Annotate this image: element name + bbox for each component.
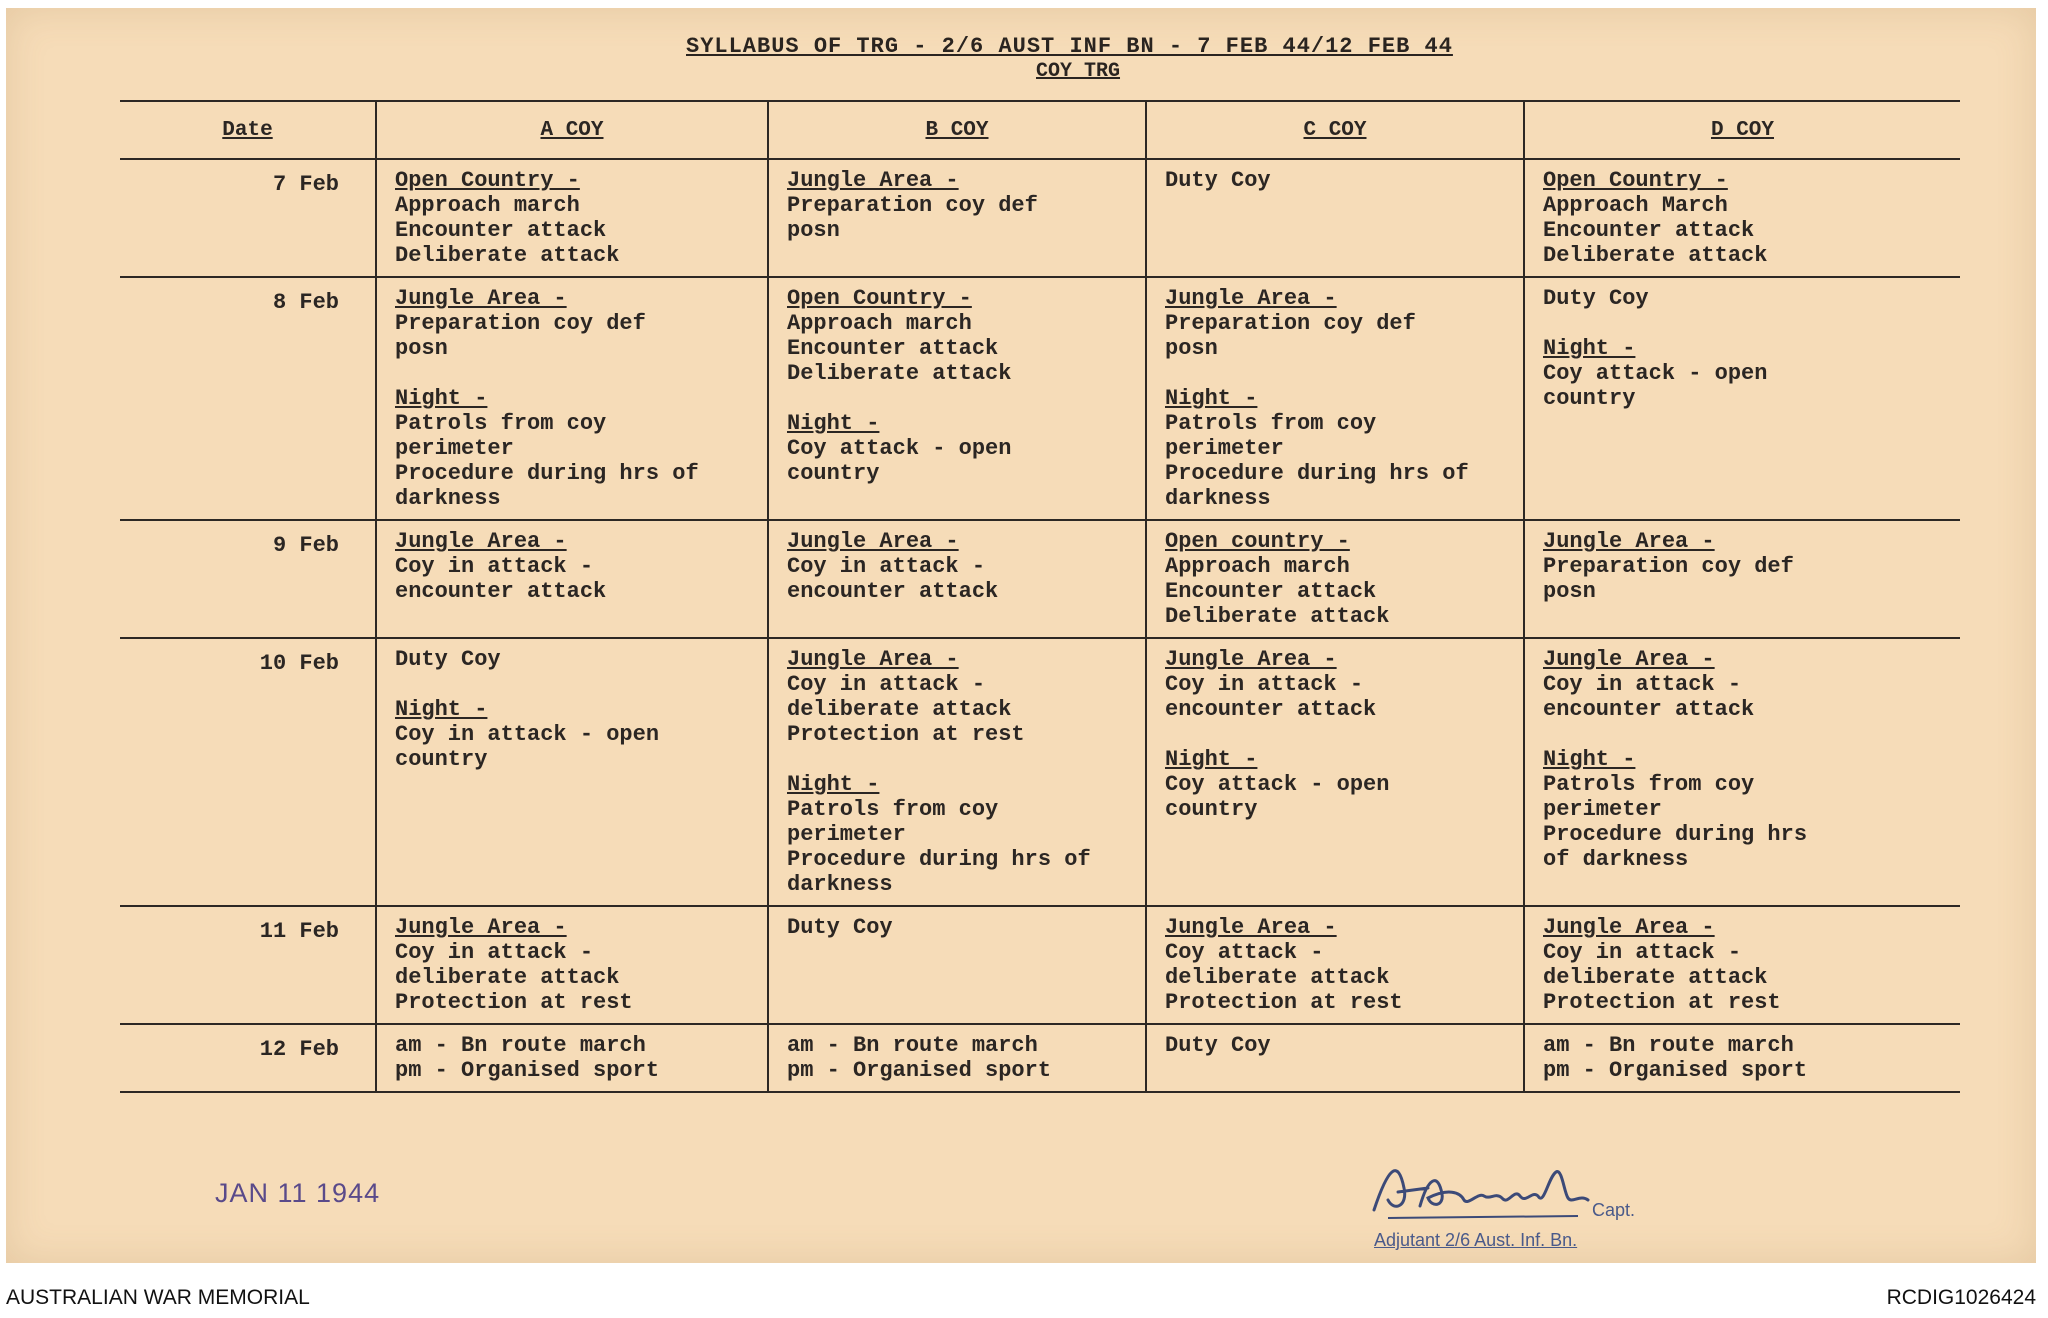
cell-c-coy bbox=[1146, 638, 1524, 906]
table-body bbox=[120, 159, 1960, 1092]
activity-line: Preparation coy def bbox=[1165, 311, 1416, 336]
cell-a-coy bbox=[376, 277, 768, 520]
activity-heading: Open Country - bbox=[1543, 168, 1728, 193]
activity-line: Coy in attack - bbox=[787, 672, 986, 697]
activity-line: darkness bbox=[395, 486, 501, 511]
activity-heading: Jungle Area - bbox=[1165, 647, 1337, 672]
activity-line: of darkness bbox=[1543, 847, 1689, 872]
date-stamp: JAN 11 1944 bbox=[215, 1178, 381, 1208]
activity-heading: Open country - bbox=[1165, 529, 1350, 554]
activity-line: Patrols from coy bbox=[1165, 411, 1377, 436]
activity-heading: Night - bbox=[1543, 336, 1636, 361]
cell-c-coy bbox=[1146, 159, 1524, 277]
document-title: SYLLABUS OF TRG - 2/6 AUST INF BN - 7 FEB 44/12 FEB 44 bbox=[686, 34, 1453, 59]
activity-heading: Night - bbox=[395, 386, 488, 411]
activity-heading: Open Country - bbox=[787, 286, 972, 311]
activity-heading: Jungle Area - bbox=[1165, 915, 1337, 940]
header-c-coy: C COY bbox=[1146, 101, 1524, 159]
activity-heading: Jungle Area - bbox=[395, 915, 567, 940]
activity-line: Coy in attack - bbox=[395, 554, 594, 579]
cell-spacer bbox=[1165, 361, 1509, 386]
activity-line: am - Bn route march bbox=[787, 1033, 1038, 1058]
activity-line: perimeter bbox=[395, 436, 514, 461]
activity-line: Deliberate attack bbox=[1543, 243, 1768, 268]
cell-d-coy bbox=[1524, 277, 1960, 520]
activity-line: perimeter bbox=[787, 822, 906, 847]
header-d-coy: D COY bbox=[1524, 101, 1960, 159]
signature-rank: Capt. bbox=[1592, 1200, 1636, 1220]
cell-spacer bbox=[1543, 722, 1946, 747]
activity-line: deliberate attack bbox=[787, 697, 1012, 722]
cell-b-coy bbox=[768, 277, 1146, 520]
cell-c-coy bbox=[1146, 520, 1524, 638]
activity-line: Patrols from coy bbox=[787, 797, 999, 822]
activity-line: Deliberate attack bbox=[1165, 604, 1390, 629]
activity-line: Coy in attack - bbox=[1543, 940, 1742, 965]
cell-spacer bbox=[1165, 722, 1509, 747]
row-date: 7 Feb bbox=[120, 159, 376, 277]
cell-spacer bbox=[787, 386, 1131, 411]
activity-line: country bbox=[787, 461, 880, 486]
activity-line: Coy attack - bbox=[1165, 940, 1324, 965]
activity-line: Approach March bbox=[1543, 193, 1728, 218]
activity-heading: Jungle Area - bbox=[1543, 915, 1715, 940]
cell-a-coy bbox=[376, 906, 768, 1024]
activity-line: country bbox=[1165, 797, 1258, 822]
cell-spacer bbox=[395, 361, 753, 386]
row-date: 10 Feb bbox=[120, 638, 376, 906]
cell-a-coy bbox=[376, 1024, 768, 1092]
activity-line: Duty Coy bbox=[1165, 168, 1271, 193]
activity-line: Approach march bbox=[1165, 554, 1350, 579]
activity-line: Protection at rest bbox=[395, 990, 633, 1015]
activity-line: Duty Coy bbox=[1543, 286, 1649, 311]
cell-c-coy bbox=[1146, 1024, 1524, 1092]
activity-line: pm - Organised sport bbox=[395, 1058, 660, 1083]
activity-line: Approach march bbox=[395, 193, 580, 218]
row-date: 11 Feb bbox=[120, 906, 376, 1024]
activity-line: Procedure during hrs of bbox=[1165, 461, 1469, 486]
row-date: 9 Feb bbox=[120, 520, 376, 638]
training-syllabus-table bbox=[120, 100, 1960, 1093]
handwritten-signature bbox=[1368, 1148, 1608, 1228]
activity-line: Protection at rest bbox=[1165, 990, 1403, 1015]
activity-heading: Night - bbox=[1165, 386, 1258, 411]
activity-line: posn bbox=[395, 336, 448, 361]
activity-line: am - Bn route march bbox=[395, 1033, 646, 1058]
cell-a-coy bbox=[376, 159, 768, 277]
activity-heading: Jungle Area - bbox=[395, 529, 567, 554]
activity-line: encounter attack bbox=[1165, 697, 1377, 722]
activity-line: encounter attack bbox=[395, 579, 607, 604]
activity-line: posn bbox=[1165, 336, 1218, 361]
activity-line: Encounter attack bbox=[395, 218, 607, 243]
activity-line: Patrols from coy bbox=[395, 411, 607, 436]
activity-heading: Jungle Area - bbox=[787, 168, 959, 193]
table-row bbox=[120, 520, 1960, 638]
activity-line: am - Bn route march bbox=[1543, 1033, 1794, 1058]
activity-heading: Jungle Area - bbox=[1543, 647, 1715, 672]
activity-heading: Night - bbox=[395, 697, 488, 722]
activity-line: Coy in attack - bbox=[787, 554, 986, 579]
cell-spacer bbox=[787, 747, 1131, 772]
activity-line: Encounter attack bbox=[787, 336, 999, 361]
cell-b-coy bbox=[768, 1024, 1146, 1092]
table-row bbox=[120, 159, 1960, 277]
activity-line: Approach march bbox=[787, 311, 972, 336]
cell-d-coy bbox=[1524, 906, 1960, 1024]
row-date: 8 Feb bbox=[120, 277, 376, 520]
header-date: Date bbox=[120, 101, 376, 159]
cell-c-coy bbox=[1146, 906, 1524, 1024]
activity-line: Procedure during hrs of bbox=[787, 847, 1091, 872]
activity-line: Encounter attack bbox=[1165, 579, 1377, 604]
activity-line: Protection at rest bbox=[787, 722, 1025, 747]
activity-line: posn bbox=[787, 218, 840, 243]
activity-heading: Night - bbox=[1543, 747, 1636, 772]
activity-line: country bbox=[395, 747, 488, 772]
activity-heading: Jungle Area - bbox=[1165, 286, 1337, 311]
activity-line: encounter attack bbox=[787, 579, 999, 604]
activity-heading: Open Country - bbox=[395, 168, 580, 193]
cell-spacer bbox=[395, 672, 753, 697]
cell-c-coy bbox=[1146, 277, 1524, 520]
cell-b-coy bbox=[768, 520, 1146, 638]
activity-line: deliberate attack bbox=[1165, 965, 1390, 990]
cell-b-coy bbox=[768, 906, 1146, 1024]
cell-d-coy bbox=[1524, 638, 1960, 906]
activity-heading: Night - bbox=[787, 411, 880, 436]
cell-d-coy bbox=[1524, 159, 1960, 277]
activity-line: Duty Coy bbox=[1165, 1033, 1271, 1058]
header-a-coy: A COY bbox=[376, 101, 768, 159]
activity-line: Procedure during hrs of bbox=[395, 461, 699, 486]
table-row bbox=[120, 906, 1960, 1024]
activity-line: country bbox=[1543, 386, 1636, 411]
activity-line: Deliberate attack bbox=[395, 243, 620, 268]
activity-line: encounter attack bbox=[1543, 697, 1755, 722]
activity-line: Coy attack - open bbox=[1543, 361, 1768, 386]
table-row bbox=[120, 277, 1960, 520]
activity-line: Deliberate attack bbox=[787, 361, 1012, 386]
cell-d-coy bbox=[1524, 520, 1960, 638]
table-row bbox=[120, 638, 1960, 906]
activity-heading: Jungle Area - bbox=[787, 529, 959, 554]
activity-heading: Jungle Area - bbox=[1543, 529, 1715, 554]
activity-heading: Jungle Area - bbox=[787, 647, 959, 672]
activity-line: deliberate attack bbox=[1543, 965, 1768, 990]
activity-heading: Jungle Area - bbox=[395, 286, 567, 311]
activity-line: Preparation coy def bbox=[1543, 554, 1794, 579]
activity-line: posn bbox=[1543, 579, 1596, 604]
row-date: 12 Feb bbox=[120, 1024, 376, 1092]
activity-line: darkness bbox=[787, 872, 893, 897]
signature-title: Adjutant 2/6 Aust. Inf. Bn. bbox=[1374, 1230, 1578, 1250]
activity-line: Coy attack - open bbox=[787, 436, 1012, 461]
activity-line: Duty Coy bbox=[787, 915, 893, 940]
table-header-row bbox=[120, 101, 1960, 159]
cell-spacer bbox=[1543, 311, 1946, 336]
activity-line: Patrols from coy bbox=[1543, 772, 1755, 797]
cell-b-coy bbox=[768, 638, 1146, 906]
cell-d-coy bbox=[1524, 1024, 1960, 1092]
activity-line: pm - Organised sport bbox=[787, 1058, 1052, 1083]
activity-line: Encounter attack bbox=[1543, 218, 1755, 243]
cell-a-coy bbox=[376, 638, 768, 906]
document-subtitle: COY TRG bbox=[1036, 60, 1121, 83]
activity-line: deliberate attack bbox=[395, 965, 620, 990]
activity-line: pm - Organised sport bbox=[1543, 1058, 1808, 1083]
activity-line: Coy in attack - bbox=[395, 940, 594, 965]
activity-line: Coy in attack - bbox=[1165, 672, 1364, 697]
activity-line: perimeter bbox=[1165, 436, 1284, 461]
activity-line: Coy in attack - bbox=[1543, 672, 1742, 697]
header-b-coy: B COY bbox=[768, 101, 1146, 159]
activity-line: Coy attack - open bbox=[1165, 772, 1390, 797]
table-row bbox=[120, 1024, 1960, 1092]
activity-line: perimeter bbox=[1543, 797, 1662, 822]
activity-line: Preparation coy def bbox=[787, 193, 1038, 218]
activity-heading: Night - bbox=[787, 772, 880, 797]
archive-id: RCDIG1026424 bbox=[1886, 1286, 2036, 1309]
activity-line: Duty Coy bbox=[395, 647, 501, 672]
cell-b-coy bbox=[768, 159, 1146, 277]
activity-line: Procedure during hrs bbox=[1543, 822, 1808, 847]
activity-heading: Night - bbox=[1165, 747, 1258, 772]
activity-line: Preparation coy def bbox=[395, 311, 646, 336]
activity-line: Coy in attack - open bbox=[395, 722, 660, 747]
activity-line: darkness bbox=[1165, 486, 1271, 511]
archive-label: AUSTRALIAN WAR MEMORIAL bbox=[6, 1286, 310, 1309]
cell-a-coy bbox=[376, 520, 768, 638]
activity-line: Protection at rest bbox=[1543, 990, 1781, 1015]
